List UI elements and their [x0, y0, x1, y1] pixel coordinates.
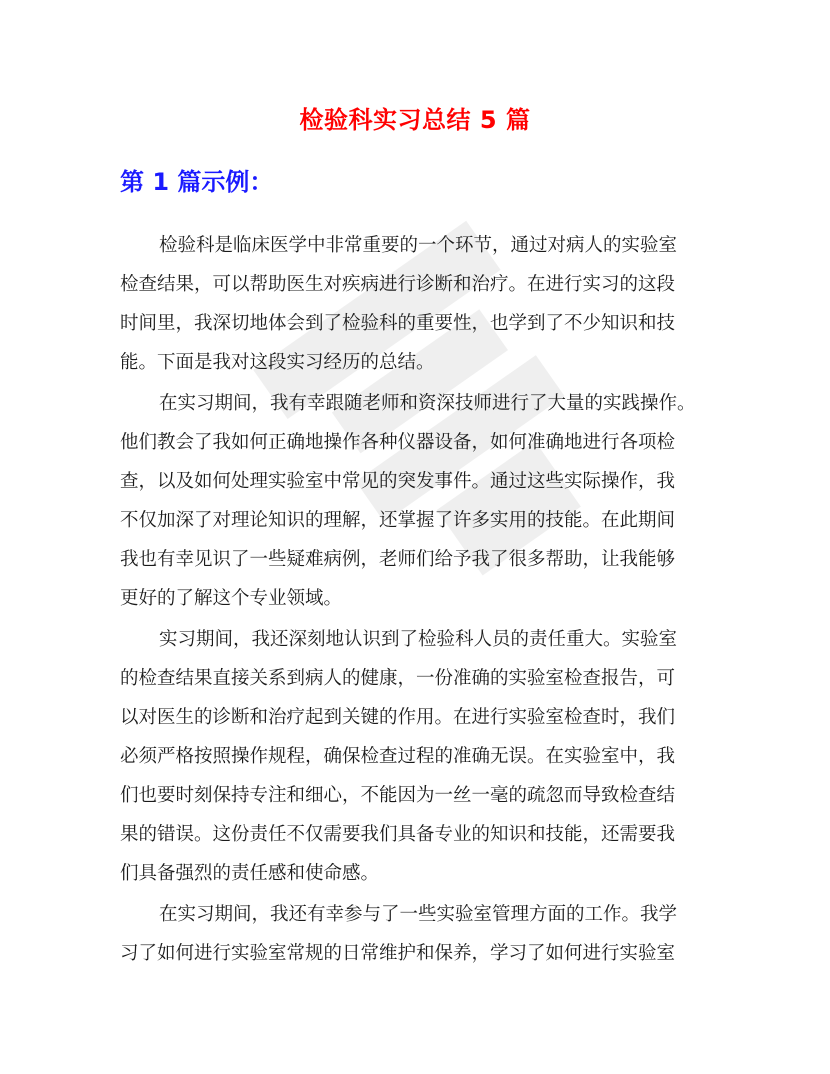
paragraph-line: 以对医生的诊断和治疗起到关键的作用。在进行实验室检查时，我们 [120, 707, 676, 728]
document-title: 检验科实习总结 5 篇 [299, 106, 531, 134]
paragraph-line: 实习期间，我还深刻地认识到了检验科人员的责任重大。实验室 [159, 629, 678, 650]
paragraph-line: 他们教会了我如何正确地操作各种仪器设备，如何准确地进行各项检 [120, 432, 676, 453]
paragraph-line: 检验科是临床医学中非常重要的一个环节，通过对病人的实验室 [159, 235, 678, 256]
paragraph-line: 在实习期间，我有幸跟随老师和资深技师进行了大量的实践操作。 [159, 393, 696, 414]
paragraph-line: 们也要时刻保持专注和细心，不能因为一丝一毫的疏忽而导致检查结 [120, 785, 676, 806]
section-heading: 第 1 篇示例： [120, 168, 274, 196]
paragraph-line: 检查结果，可以帮助医生对疾病进行诊断和治疗。在进行实习的这段 [120, 274, 676, 295]
paragraph-line: 不仅加深了对理论知识的理解，还掌握了许多实用的技能。在此期间 [120, 510, 676, 531]
paragraph-line: 查，以及如何处理实验室中常见的突发事件。通过这些实际操作，我 [120, 471, 676, 492]
paragraph-line: 必须严格按照操作规程，确保检查过程的准确无误。在实验室中，我 [120, 746, 676, 767]
paragraph-line: 们具备强烈的责任感和使命感。 [120, 863, 380, 884]
paragraph-line: 果的错误。这份责任不仅需要我们具备专业的知识和技能，还需要我 [120, 824, 676, 845]
paragraph-4 [120, 895, 720, 973]
paragraph-1 [120, 226, 720, 382]
paragraph-line: 能。下面是我对这段实习经历的总结。 [120, 352, 435, 373]
paragraph-3 [120, 620, 720, 893]
paragraph-line: 时间里，我深切地体会到了检验科的重要性，也学到了不少知识和技 [120, 313, 676, 334]
paragraph-line: 在实习期间，我还有幸参与了一些实验室管理方面的工作。我学 [159, 904, 678, 925]
paragraph-line: 的检查结果直接关系到病人的健康，一份准确的实验室检查报告，可 [120, 668, 676, 689]
paragraph-line: 习了如何进行实验室常规的日常维护和保养，学习了如何进行实验室 [120, 943, 676, 964]
paragraph-2 [120, 384, 720, 618]
paragraph-line: 我也有幸见识了一些疑难病例，老师们给予我了很多帮助，让我能够 [120, 549, 676, 570]
paragraph-line: 更好的了解这个专业领域。 [120, 588, 343, 609]
